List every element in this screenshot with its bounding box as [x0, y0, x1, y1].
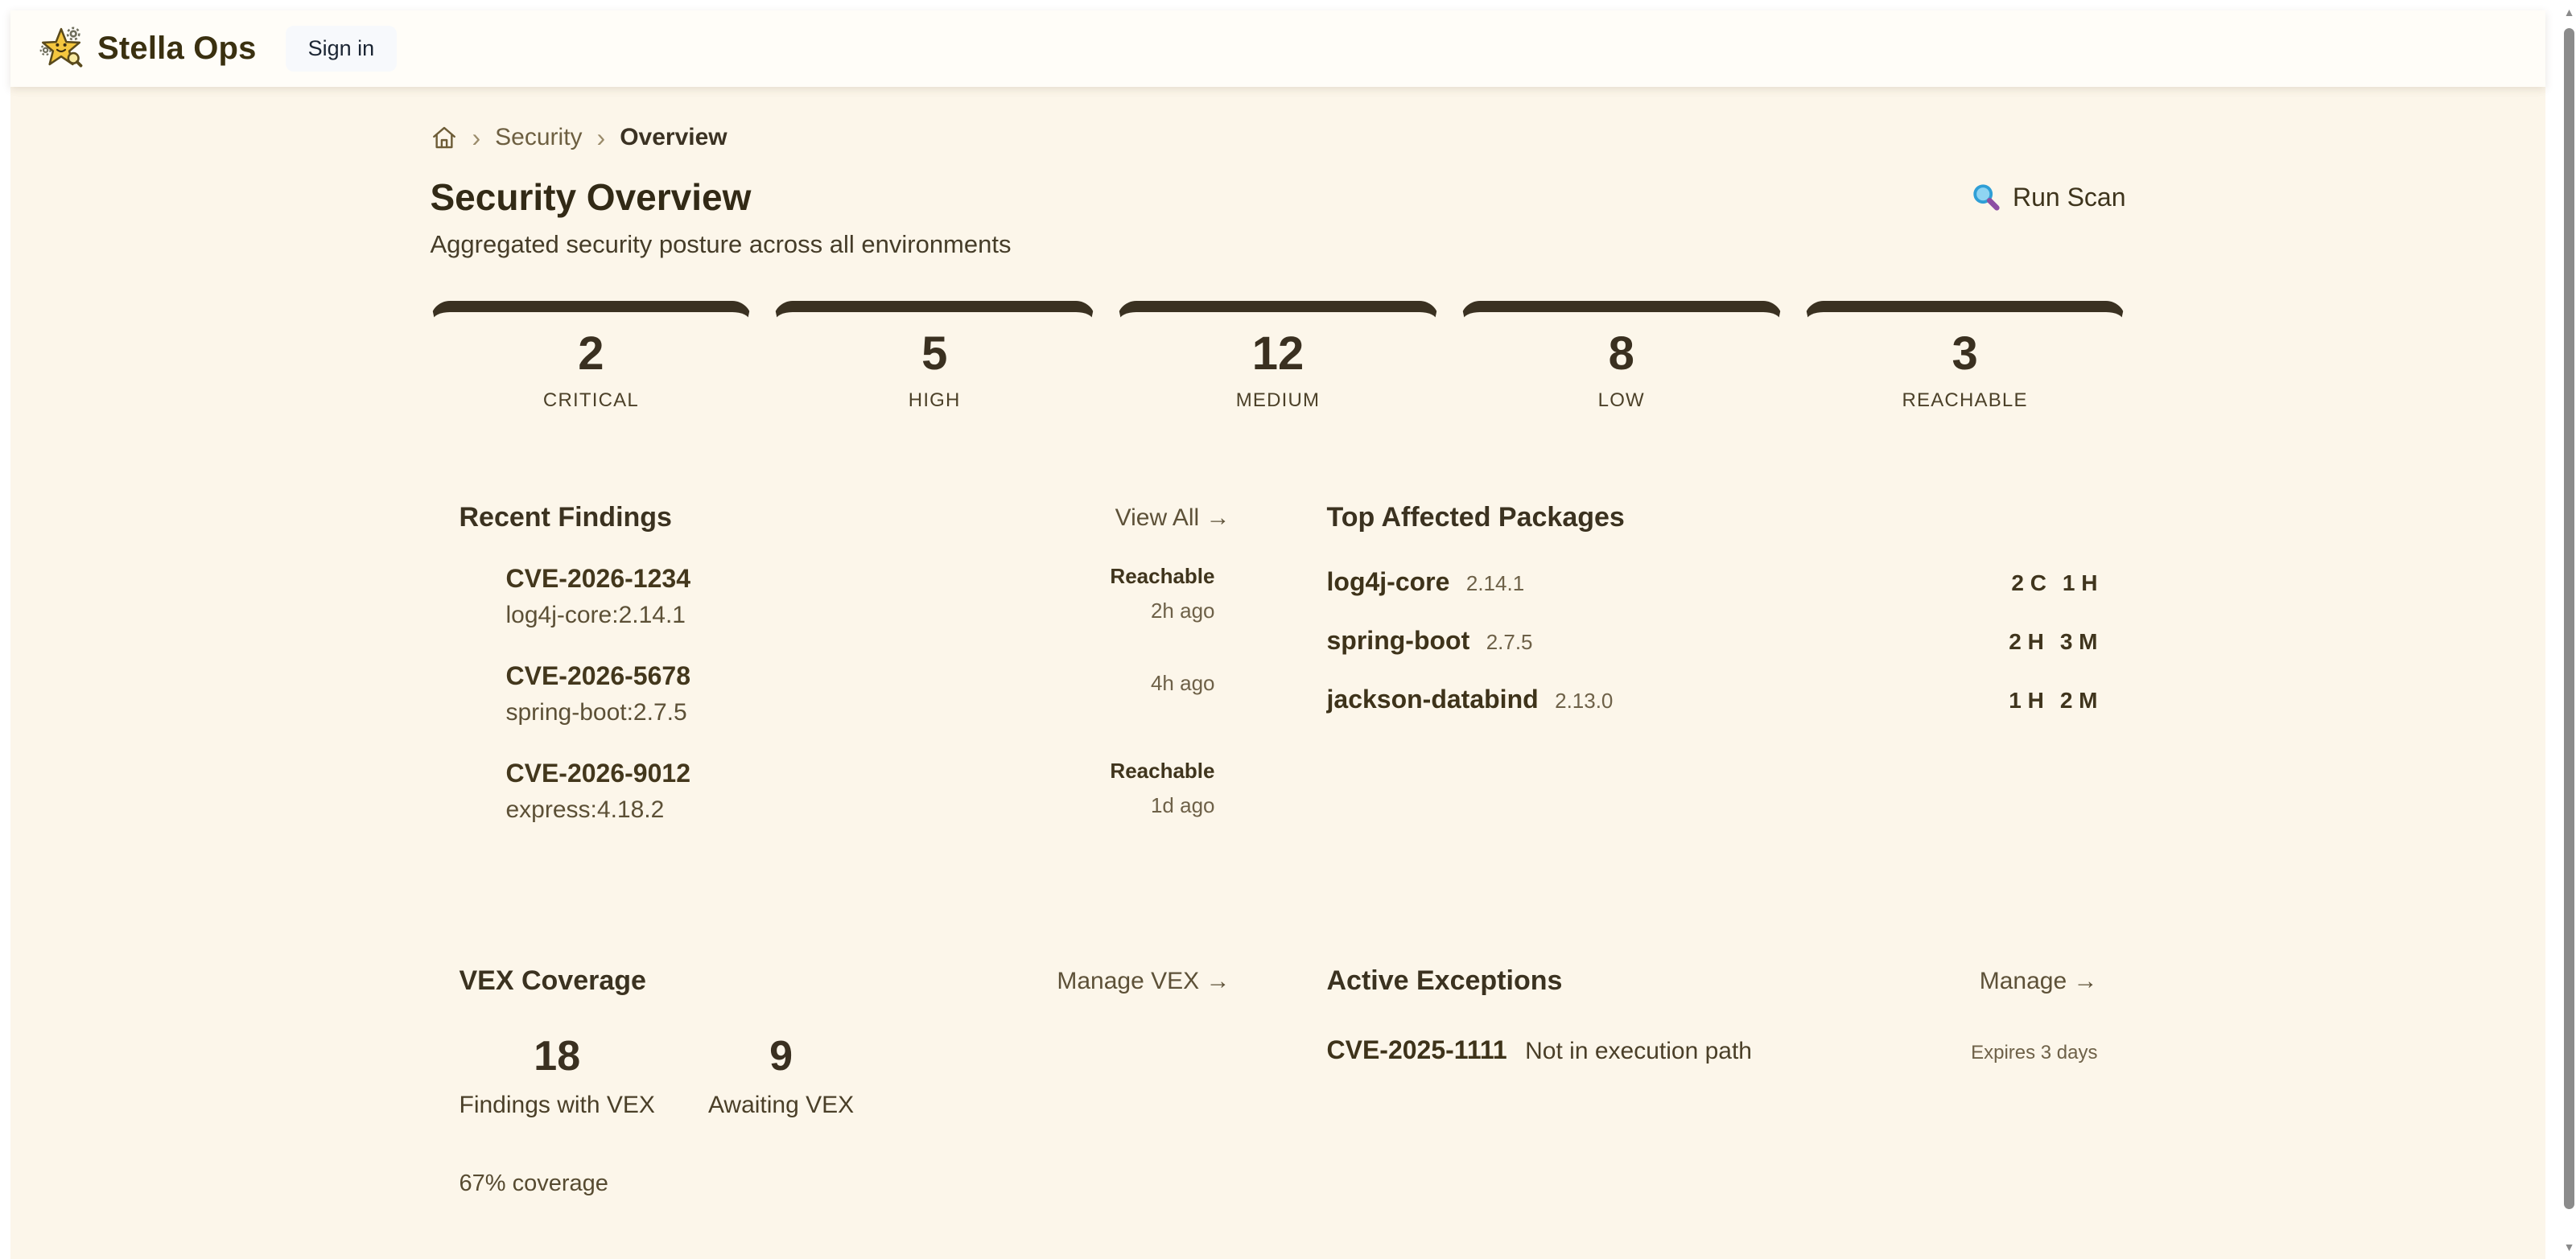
- breadcrumb-overview: Overview: [620, 124, 727, 150]
- main-content: [431, 124, 2126, 1197]
- vex-coverage-section: [431, 965, 1259, 1197]
- breadcrumb-security[interactable]: Security: [495, 124, 583, 150]
- app-canvas: [10, 10, 2545, 1259]
- vex-with-label: Findings with VEX: [459, 1092, 655, 1118]
- stat-card-reachable[interactable]: [1804, 301, 2126, 428]
- stat-value: 3: [1952, 327, 1978, 381]
- exception-main: [1327, 1035, 1753, 1065]
- stat-card-critical[interactable]: [431, 301, 752, 428]
- stat-label: REACHABLE: [1902, 389, 2028, 411]
- stat-value: 8: [1608, 327, 1634, 381]
- view-all-link[interactable]: View All →: [1115, 504, 1230, 531]
- finding-meta: [1110, 759, 1214, 824]
- app-title: Stella Ops: [97, 31, 257, 66]
- count-badge: 2 H: [2009, 629, 2044, 654]
- stat-value: 2: [578, 327, 604, 381]
- vex-stats: [431, 1032, 1259, 1119]
- exception-cve: CVE-2025-1111: [1326, 1035, 1507, 1064]
- scroll-up-arrow-icon[interactable]: ▲: [2563, 6, 2575, 19]
- finding-package: log4j-core:2.14.1: [505, 602, 686, 628]
- vex-stat-awaiting: [708, 1032, 854, 1119]
- severity-counts: [2011, 570, 2097, 596]
- package-main: [1327, 626, 1533, 656]
- stat-label: CRITICAL: [542, 389, 639, 411]
- package-name: log4j-core: [1326, 567, 1450, 596]
- active-exceptions-title: Active Exceptions: [1326, 965, 1563, 996]
- vex-coverage-text: 67% coverage: [459, 1171, 608, 1196]
- count-badge: 3 M: [2059, 629, 2098, 654]
- run-scan-label: Run Scan: [2012, 182, 2126, 212]
- finding-row[interactable]: [506, 564, 1215, 629]
- scroll-down-arrow-icon[interactable]: ▼: [2563, 1240, 2575, 1253]
- stat-label: LOW: [1597, 389, 1645, 411]
- active-exceptions-section: [1298, 965, 2127, 1197]
- logo[interactable]: [39, 25, 257, 72]
- count-badge: 2 M: [2059, 688, 2098, 713]
- package-name: spring-boot: [1326, 626, 1470, 655]
- severity-counts: [2009, 629, 2097, 655]
- breadcrumb: [431, 124, 2126, 151]
- top-bar: [10, 10, 2545, 87]
- top-affected-section: [1298, 502, 2127, 856]
- vex-awaiting-label: Awaiting VEX: [707, 1092, 855, 1118]
- stat-label: MEDIUM: [1235, 389, 1321, 411]
- finding-time: 4h ago: [1150, 671, 1215, 695]
- finding-package: spring-boot:2.7.5: [505, 699, 687, 726]
- magnifier-icon: [1971, 182, 2001, 212]
- scrollbar-thumb[interactable]: [2564, 28, 2574, 1209]
- exception-reason: Not in execution path: [1525, 1038, 1752, 1064]
- chevron-right-icon: ›: [596, 123, 606, 152]
- finding-meta: [1110, 564, 1214, 629]
- package-version: 2.13.0: [1555, 689, 1614, 713]
- finding-time: 1d ago: [1150, 793, 1215, 817]
- package-row[interactable]: [1327, 626, 2098, 656]
- vex-awaiting-value: 9: [769, 1033, 793, 1080]
- finding-cve: CVE-2026-1234: [505, 564, 690, 593]
- stat-card-medium[interactable]: [1117, 301, 1439, 428]
- vex-with-value: 18: [534, 1033, 581, 1080]
- packages-list: [1298, 567, 2127, 714]
- package-version: 2.7.5: [1486, 630, 1533, 654]
- scrollbar-track[interactable]: [2562, 0, 2576, 1259]
- recent-findings-title: Recent Findings: [459, 502, 672, 533]
- sign-in-button[interactable]: Sign in: [286, 26, 398, 72]
- finding-main: [506, 661, 690, 726]
- finding-row[interactable]: [506, 759, 1215, 824]
- finding-main: [506, 759, 690, 824]
- stat-card-high[interactable]: [773, 301, 1095, 428]
- chevron-right-icon: ›: [472, 123, 481, 152]
- exceptions-list: [1298, 1035, 2127, 1065]
- reachable-badge: Reachable: [1110, 759, 1215, 783]
- dashboard-sections: [431, 502, 2126, 1197]
- package-version: 2.14.1: [1465, 571, 1525, 595]
- stat-label: HIGH: [908, 389, 961, 411]
- count-badge: 1 H: [2062, 570, 2098, 595]
- finding-time: 2h ago: [1150, 599, 1215, 623]
- exception-expires: Expires 3 days: [1971, 1042, 2098, 1064]
- stat-value: 5: [921, 327, 948, 381]
- finding-main: [506, 564, 690, 629]
- manage-exceptions-link[interactable]: Manage →: [1979, 967, 2098, 994]
- stat-card-low[interactable]: [1461, 301, 1783, 428]
- exception-row[interactable]: [1327, 1035, 2098, 1065]
- package-row[interactable]: [1327, 567, 2098, 597]
- severity-stats-row: [431, 301, 2126, 428]
- package-row[interactable]: [1327, 685, 2098, 714]
- stat-value: 12: [1251, 327, 1304, 381]
- top-affected-title: Top Affected Packages: [1326, 502, 1625, 533]
- package-main: [1327, 567, 1525, 597]
- vex-stat-with: [460, 1032, 655, 1119]
- finding-meta: [1151, 661, 1215, 726]
- finding-cve: CVE-2026-5678: [505, 661, 690, 690]
- count-badge: 1 H: [2009, 688, 2044, 713]
- package-name: jackson-databind: [1326, 685, 1539, 714]
- package-main: [1327, 685, 1614, 714]
- page-subtitle: Aggregated security posture across all environments: [430, 230, 1012, 258]
- vex-coverage-title: VEX Coverage: [459, 965, 646, 996]
- page-title: Security Overview: [430, 176, 752, 218]
- manage-vex-link[interactable]: Manage VEX →: [1057, 967, 1230, 994]
- finding-package: express:4.18.2: [505, 796, 665, 823]
- stella-mascot-icon: [39, 25, 83, 72]
- home-icon[interactable]: [431, 124, 458, 151]
- finding-row[interactable]: [506, 661, 1215, 726]
- run-scan-button[interactable]: [1971, 182, 2126, 212]
- severity-counts: [2009, 688, 2097, 714]
- recent-findings-section: [431, 502, 1259, 856]
- page-header: [431, 175, 2126, 259]
- count-badge: 2 C: [2011, 570, 2046, 595]
- finding-cve: CVE-2026-9012: [505, 759, 690, 788]
- page-title-block: [431, 175, 1012, 259]
- findings-list: [431, 564, 1259, 824]
- reachable-badge: Reachable: [1110, 564, 1215, 588]
